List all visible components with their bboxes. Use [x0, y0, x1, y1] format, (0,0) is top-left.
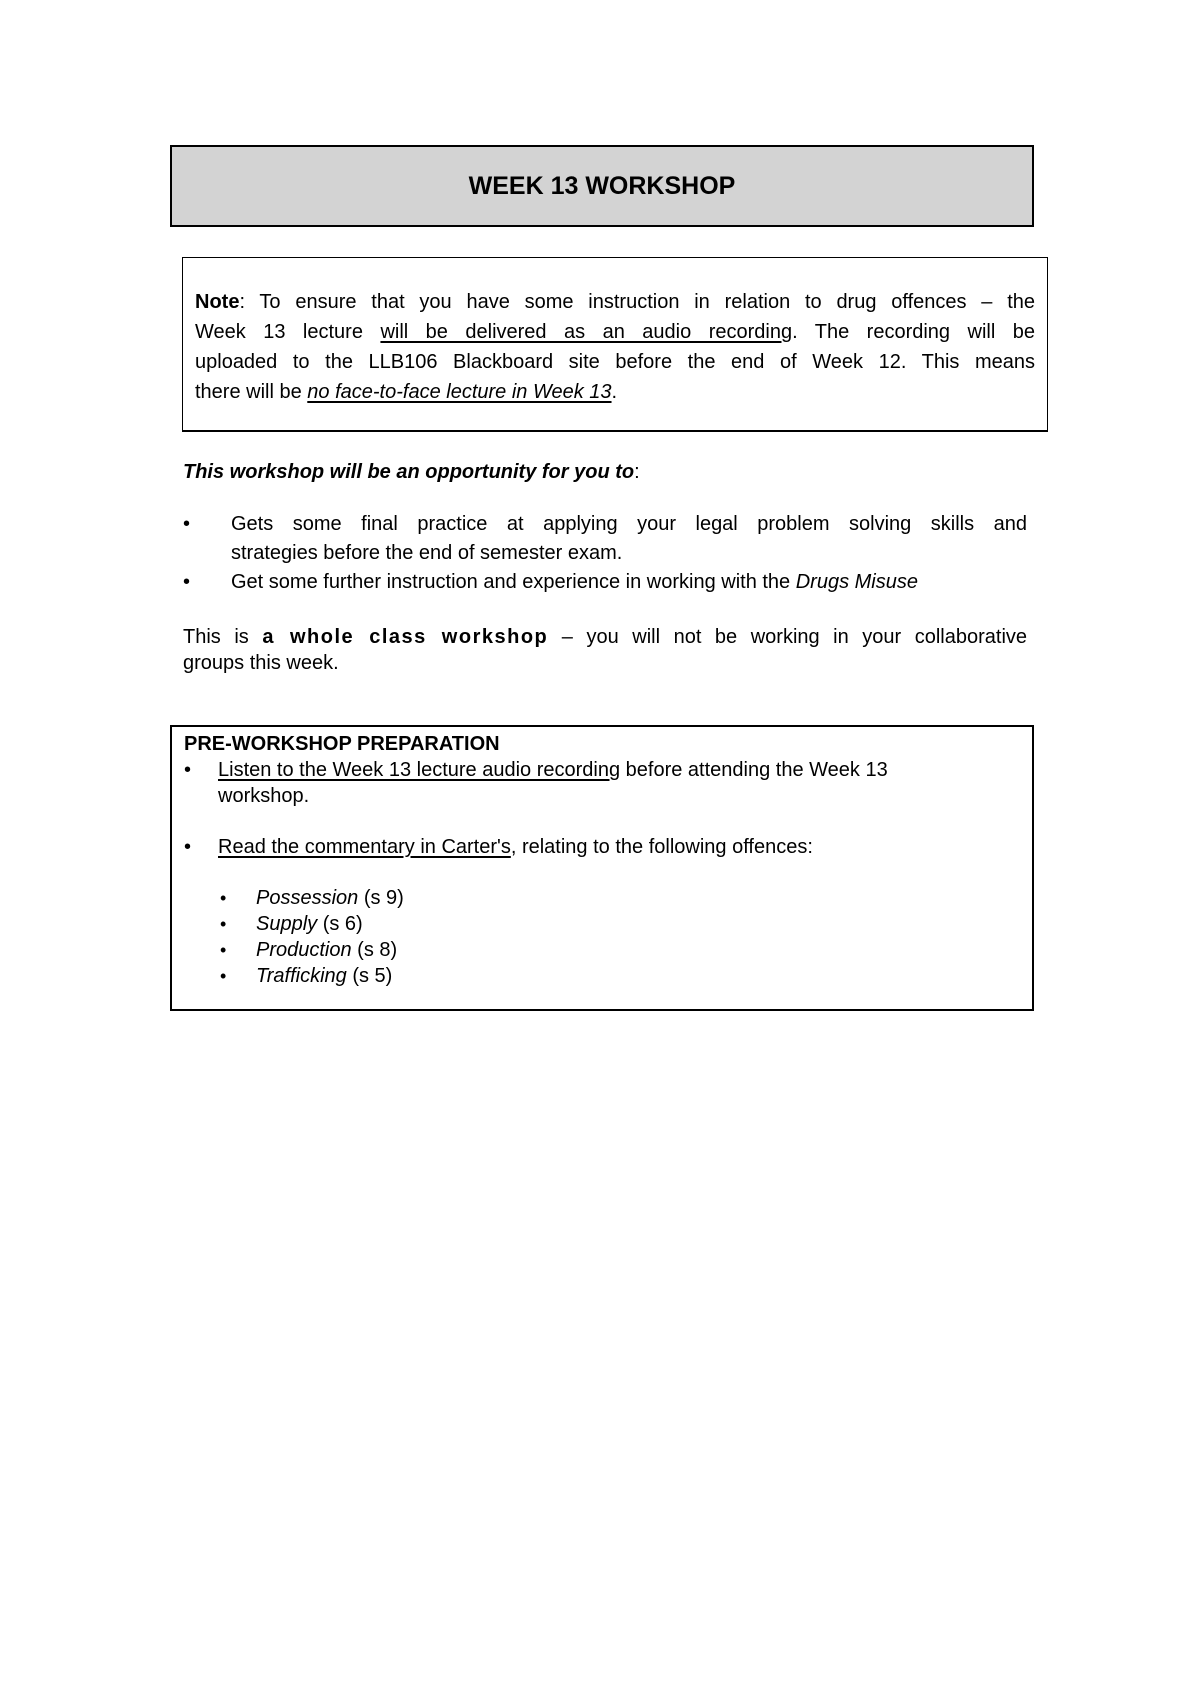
- note-line-2: [195, 317, 1035, 347]
- offence-name: Trafficking: [256, 965, 347, 987]
- prep-item-2-emphasis: Read the commentary in Carter's: [218, 836, 511, 858]
- whole-class-prefix: This is: [183, 626, 263, 648]
- prep-item-1-line-2: workshop.: [218, 785, 310, 807]
- bullet-icon: •: [184, 759, 192, 781]
- bullet-icon: •: [183, 513, 191, 535]
- prep-item-1-emphasis: Listen to the Week 13 lecture audio recording: [218, 759, 621, 781]
- offence-section: (s 5): [346, 965, 393, 987]
- note-emphasis-audio: will be delivered as an audio recording: [380, 321, 793, 343]
- whole-class-suffix: – you will not be working in your collaborative: [548, 626, 1028, 648]
- note-text-2b: . The recording will be: [792, 321, 1035, 343]
- prep-item-1-suffix: before attending the Week 13: [620, 759, 888, 781]
- preparation-box: [170, 725, 1034, 1011]
- preparation-title: PRE-WORKSHOP PREPARATION: [184, 733, 500, 755]
- bullet-icon: •: [220, 940, 227, 960]
- note-line-1: [195, 287, 1035, 317]
- bullet-icon: •: [220, 914, 227, 934]
- list-item: [183, 510, 1027, 568]
- note-line-3: uploaded to the LLB106 Blackboard site before the end of Week 12. This means: [195, 351, 1035, 373]
- note-text-4b: .: [611, 381, 618, 403]
- offence-section: (s 6): [317, 913, 363, 935]
- intro-text: This workshop will be an opportunity for you to: [183, 461, 635, 483]
- bullet-icon: •: [184, 836, 192, 858]
- objective-2-text: Get some further instruction and experience in working with the: [231, 571, 796, 593]
- bullet-icon: •: [183, 571, 191, 593]
- note-text-4a: there will be: [195, 381, 308, 403]
- whole-class-line-1: [183, 624, 1027, 650]
- page-title: WEEK 13 WORKSHOP: [170, 145, 1034, 227]
- note-text-2a: Week 13 lecture: [195, 321, 381, 343]
- list-item: [183, 568, 1027, 597]
- intro-colon: :: [634, 461, 640, 483]
- whole-class-paragraph: [183, 624, 1027, 676]
- objective-1-line-1: Gets some final practice at applying your legal problem solving skills and: [231, 513, 1027, 535]
- prep-item-2-suffix: , relating to the following offences:: [510, 836, 813, 858]
- prep-item-1-line-1: [218, 757, 888, 783]
- objective-1-line-2: strategies before the end of semester exam.: [231, 542, 623, 564]
- objectives-list: [183, 510, 1027, 597]
- objective-2-act: Drugs Misuse: [795, 571, 918, 593]
- note-label: Note: [195, 291, 240, 313]
- offence-section: (s 8): [351, 939, 398, 961]
- whole-class-emphasis: a whole class workshop: [262, 626, 549, 648]
- offence-name: Production: [256, 939, 352, 961]
- whole-class-line-2: groups this week.: [183, 652, 339, 674]
- bullet-icon: •: [220, 888, 227, 908]
- note-line-4: [195, 377, 1035, 407]
- prep-item-2: [218, 834, 813, 860]
- offence-name: Supply: [256, 913, 318, 935]
- note-text-1: : To ensure that you have some instruction in relation to drug offences – the: [239, 291, 1035, 313]
- offence-name: Possession: [256, 887, 359, 909]
- bullet-icon: •: [220, 966, 227, 986]
- intro-heading: [183, 459, 640, 485]
- note-emphasis-no-lecture: no face-to-face lecture in Week 13: [307, 381, 612, 403]
- note-box: [182, 257, 1048, 432]
- offence-section: (s 9): [358, 887, 404, 909]
